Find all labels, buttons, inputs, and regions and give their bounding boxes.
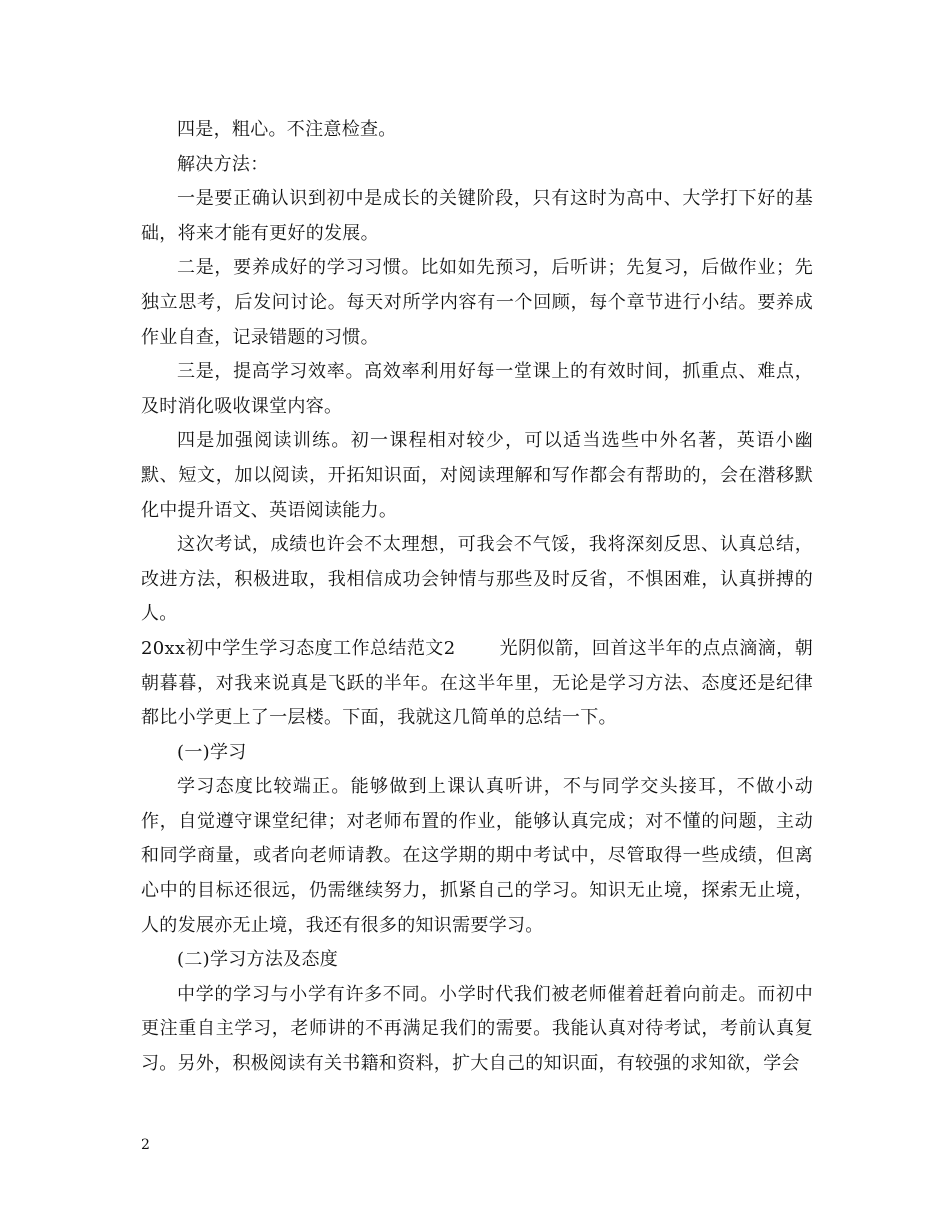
paragraph-solution-2: 二是，要养成好的学习习惯。比如如先预习，后听讲；先复习，后做作业；先独立思考，后发问讨论。每天对所学内容有一个回顾，每个章节进行小结。要养成作业自查，记录错题的习惯。 (141, 257, 813, 348)
paragraph-study-method: 中学的学习与小学有许多不同。小学时代我们被老师催着赶着向前走。而初中更注重自主学习，老师讲的不再满足我们的需要。我能认真对待考试，考前认真复习。另外，积极阅读有关书籍和资料，扩大自己的知识面，有较强的求知欲，学会 (141, 983, 813, 1075)
paragraph-solution-4: 四是加强阅读训练。初一课程相对较少，可以适当选些中外名著，英语小幽默、短文，加以阅读，开拓知识面，对阅读理解和写作都会有帮助的，会在潜移默化中提升语文、英语阅读能力。 (141, 430, 813, 521)
section-intro: 光阴似箭，回首这半年的点点滴滴，朝朝暮暮，对我来说真是飞跃的半年。在这半年里，无论是学习方法、态度还是纪律都比小学更上了一层楼。下面，我就这几简单的总结一下。 (141, 637, 813, 729)
section-title: 20xx初中学生学习态度工作总结范文2 (141, 637, 456, 659)
paragraph-carelessness: 四是，粗心。不注意检查。 (177, 119, 397, 140)
heading-study-method: (二)学习方法及态度 (177, 949, 339, 971)
heading-study: (一)学习 (177, 741, 247, 763)
paragraph-solution-3: 三是，提高学习效率。高效率利用好每一堂课上的有效时间，抓重点、难点，及时消化吸收课堂内容。 (141, 361, 813, 417)
paragraph-solution-1: 一是要正确认识到初中是成长的关键阶段，只有这时为高中、大学打下好的基础，将来才能有更好的发展。 (141, 188, 813, 244)
document-body (141, 113, 813, 1082)
page-number: 2 (141, 1137, 150, 1153)
section-title-paragraph (141, 632, 813, 736)
paragraph-solutions-heading: 解决方法： (177, 153, 269, 175)
paragraph-reflection: 这次考试，成绩也许会不太理想，可我会不气馁，我将深刻反思、认真总结，改进方法，积极进取，我相信成功会钟情与那些及时反省，不惧困难，认真拼搏的人。 (141, 534, 813, 625)
paragraph-study: 学习态度比较端正。能够做到上课认真听讲，不与同学交头接耳，不做小动作，自觉遵守课堂纪律；对老师布置的作业，能够认真完成；对不懂的问题，主动和同学商量，或者向老师请教。在这学期的期中考试中，尽管取得一些成绩，但离心中的目标还很远，仍需继续努力，抓紧自己的学习。知识无止境，探索无止境，人的发展亦无止境，我还有很多的知识需要学习。 (141, 776, 813, 936)
